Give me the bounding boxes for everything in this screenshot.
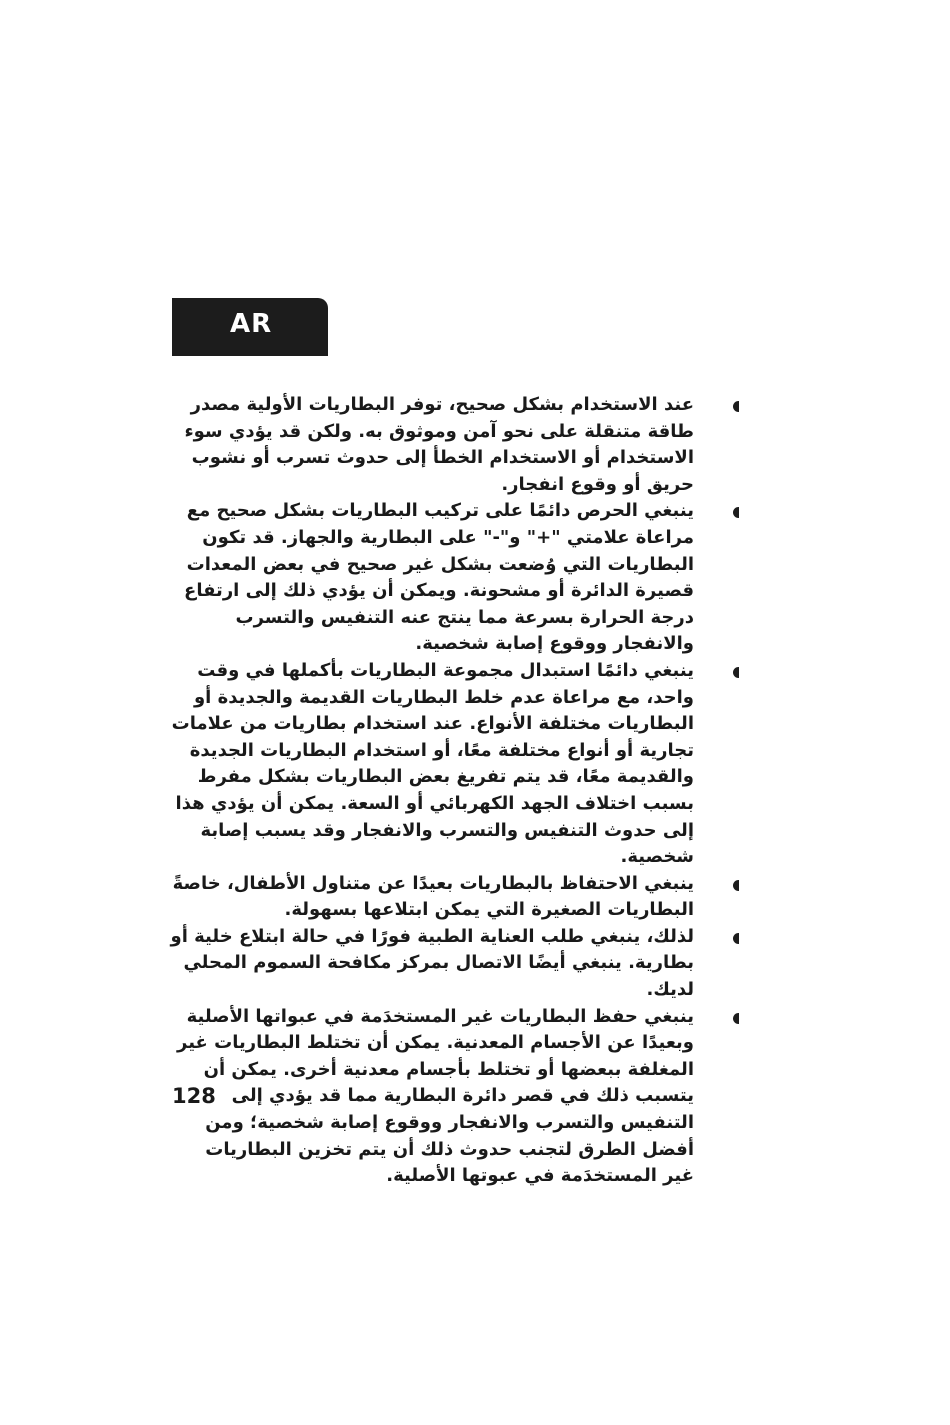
bullet-marker-icon — [733, 1013, 739, 1024]
bullet-marker-icon — [733, 667, 739, 678]
bullet-text: عند الاستخدام بشكل صحيح، توفر البطاريات الأولية مصدر طاقة متنقلة على نحو آمن وموثوق به. ولكن قد يؤدي سوء الاستخدام أو الاستخدام الخطأ إلى حدوث تسرب أو نشوب حريق أو وقوع انفجار. — [184, 394, 694, 495]
list-item — [170, 871, 742, 924]
list-item — [170, 658, 742, 871]
battery-safety-section — [170, 392, 742, 1190]
bullet-text: لذلك، ينبغي طلب العناية الطبية فورًا في حالة ابتلاع خلية أو بطارية. ينبغي أيضًا الاتصال بمركز مكافحة السموم المحلي لديك. — [170, 925, 694, 1001]
bullet-marker-icon — [733, 880, 739, 891]
list-item — [170, 1004, 742, 1190]
language-tab-label: AR — [230, 309, 273, 339]
bullet-list — [170, 392, 742, 1190]
bullet-text: ينبغي الحرص دائمًا على تركيب البطاريات بشكل صحيح مع مراعاة علامتي "+" و"-" على البطارية والجهاز. قد تكون البطاريات التي وُضعت بشكل غير صحيح في بعض المعدات قصيرة الدائرة أو مشحونة. ويمكن أن يؤدي ذلك إلى ارتفاع درجة الحرارة بسرعة مما ينتج عنه التنفيس والتسرب والانفجار ووقوع إصابة شخصية. — [184, 500, 694, 655]
bullet-marker-icon — [733, 401, 739, 412]
bullet-marker-icon — [733, 933, 739, 944]
language-tab — [172, 298, 328, 356]
bullet-text: ينبغي دائمًا استبدال مجموعة البطاريات بأكملها في وقت واحد، مع مراعاة عدم خلط البطاريات القديمة والجديدة أو البطاريات مختلفة الأنواع. عند استخدام بطاريات من علامات تجارية أو أنواع مختلفة معًا، أو استخدام البطاريات الجديدة والقديمة معًا، قد يتم تفريغ بعض البطاريات بشكل مفرط بسبب اختلاف الجهد الكهربائي أو السعة. يمكن أن يؤدي هذا إلى حدوث التنفيس والتسرب والانفجار وقد يسبب إصابة شخصية. — [171, 659, 694, 868]
bullet-text: ينبغي حفظ البطاريات غير المستخدَمة في عبواتها الأصلية وبعيدًا عن الأجسام المعدنية. يمكن أن تختلط البطاريات غير المغلفة ببعضها أو تختلط بأجسام معدنية أخرى. يمكن أن يتسبب ذلك في قصر دائرة البطارية مما قد يؤدي إلى التنفيس والتسرب والانفجار ووقوع إصابة شخصية؛ ومن أفضل الطرق لتجنب حدوث ذلك أن يتم تخزين البطاريات غير المستخدَمة في عبوتها الأصلية. — [177, 1005, 694, 1187]
list-item — [170, 498, 742, 658]
list-item — [170, 392, 742, 498]
page-number: 128 — [172, 1084, 216, 1108]
bullet-text: ينبغي الاحتفاظ بالبطاريات بعيدًا عن متناول الأطفال، خاصةً البطاريات الصغيرة التي يمكن ابتلاعها بسهولة. — [172, 872, 694, 921]
bullet-marker-icon — [733, 507, 739, 518]
list-item — [170, 924, 742, 1004]
